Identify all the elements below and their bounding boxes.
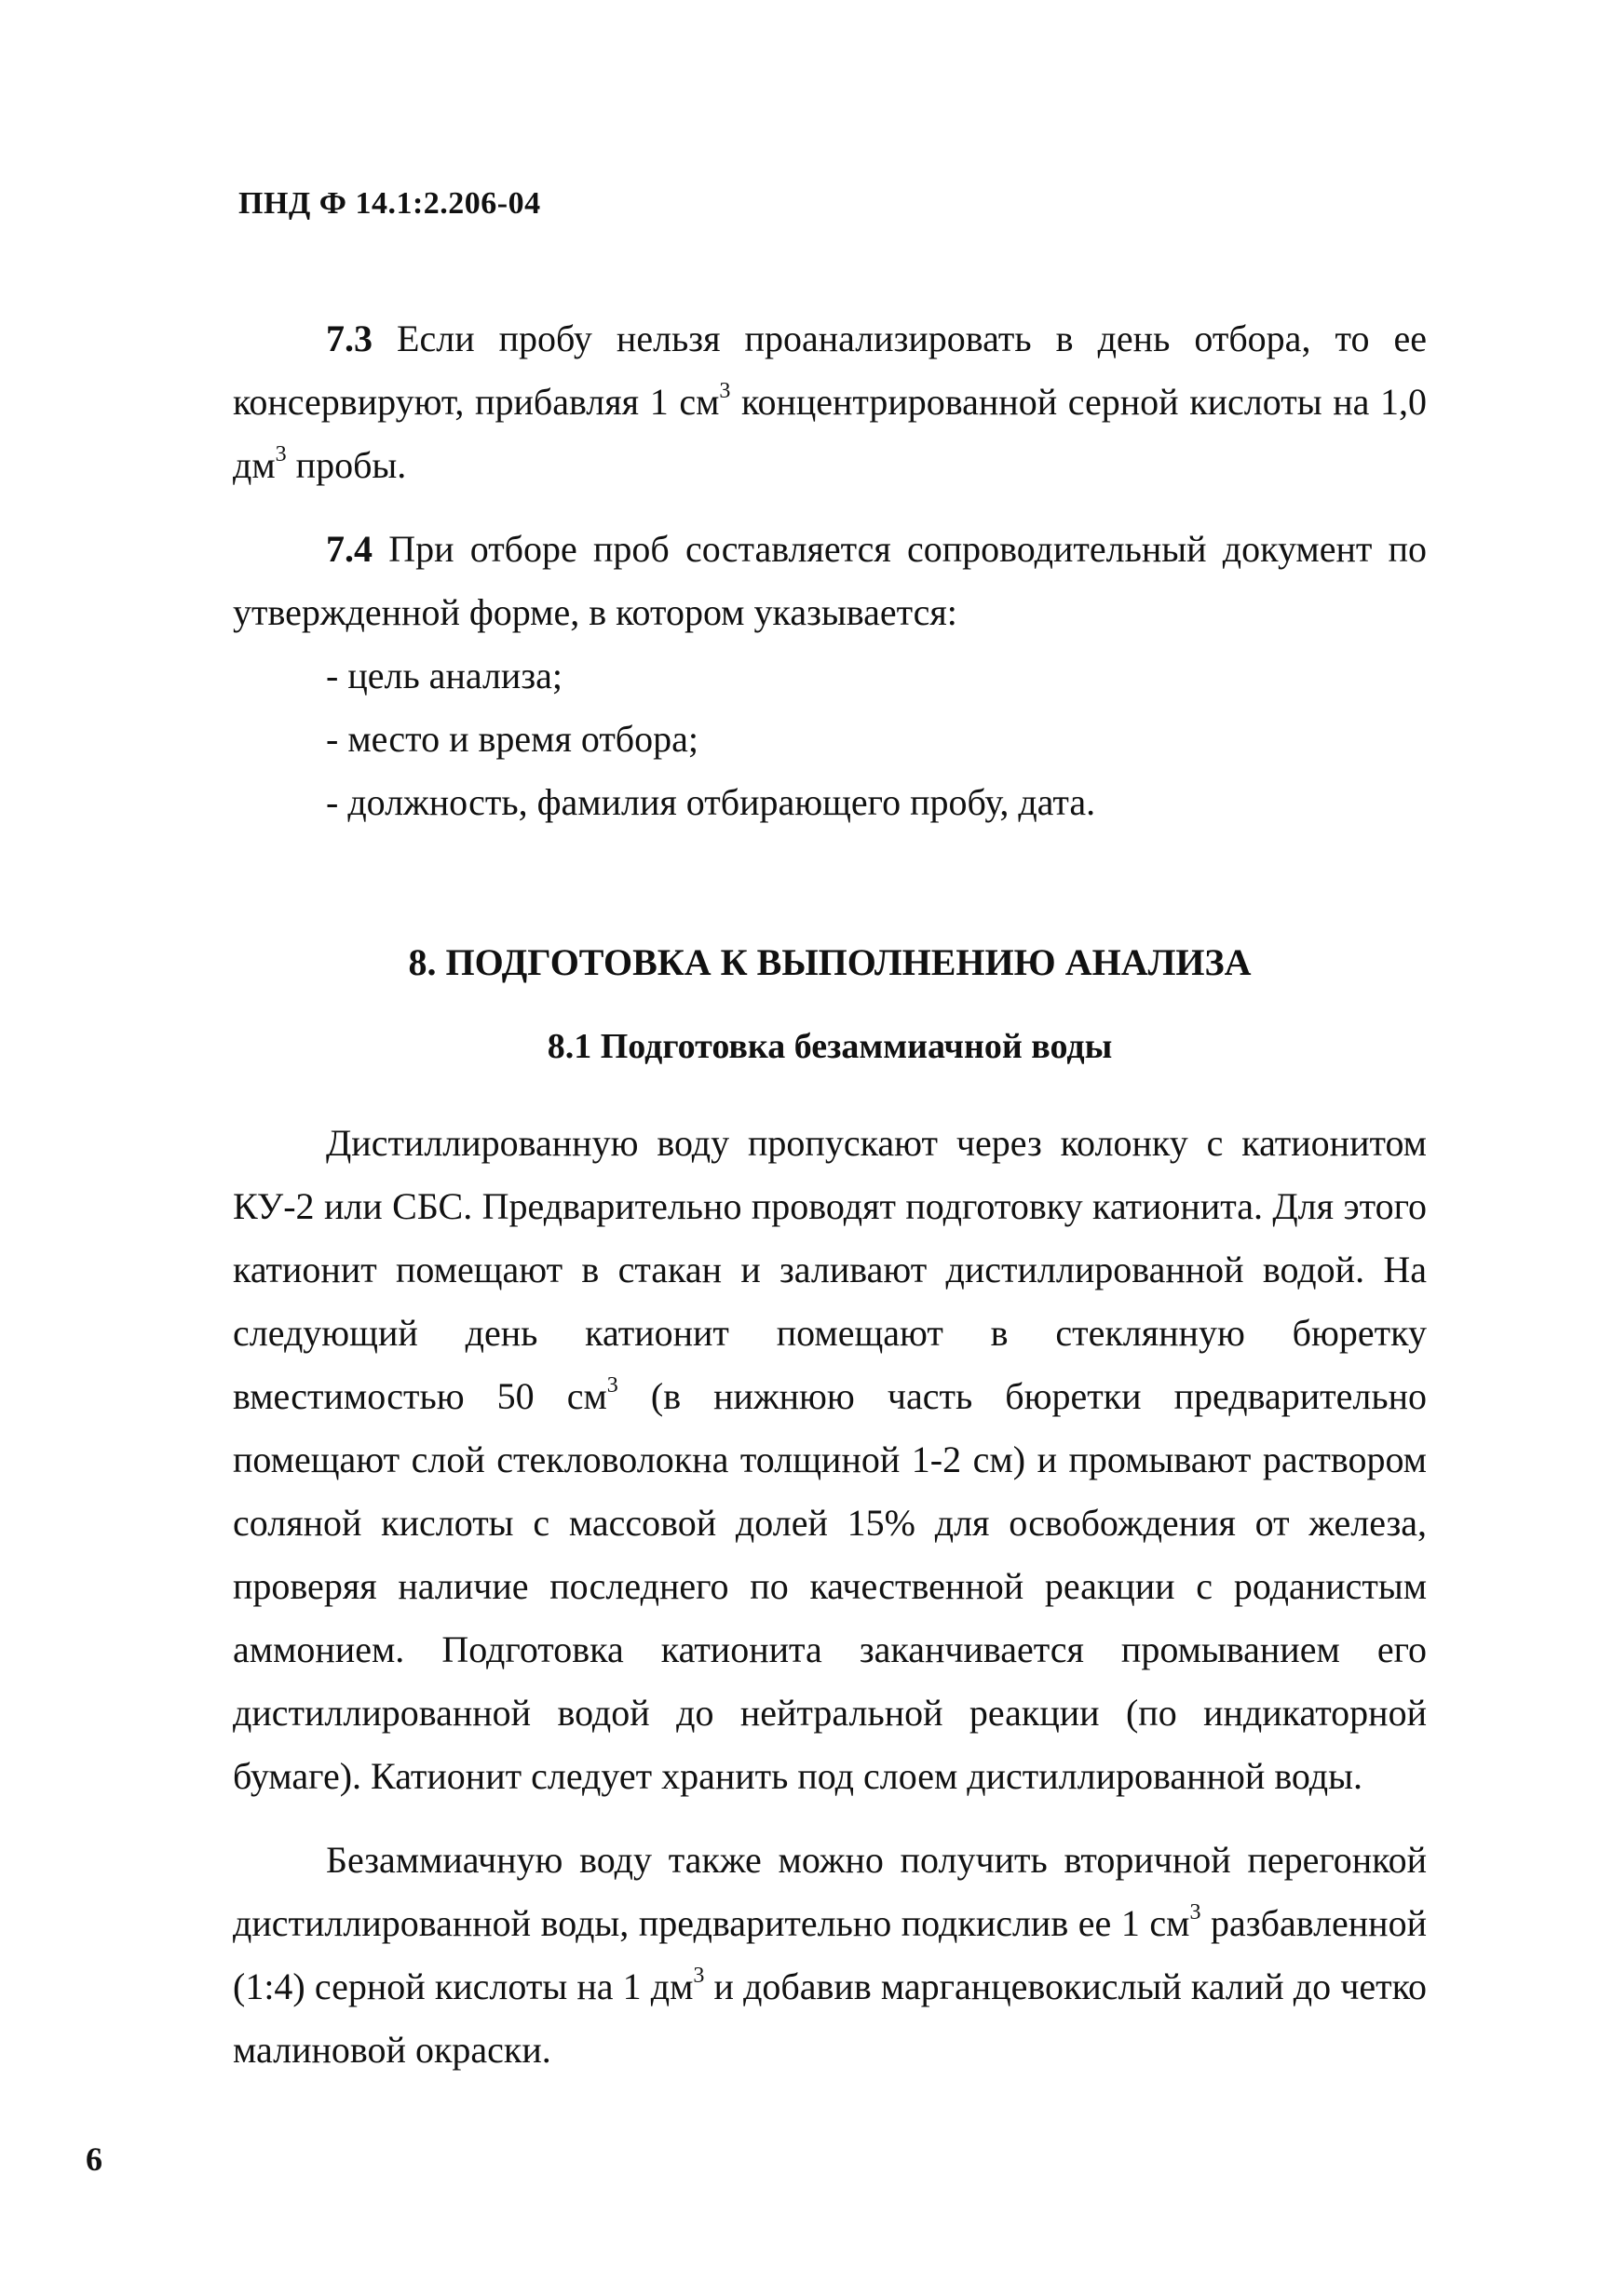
paragraph-7-3	[233, 307, 1427, 497]
list-item: - место и время отбора;	[326, 718, 699, 760]
sample-document-list	[233, 644, 1427, 834]
paragraph-text: и добавив марганцевокислый калий до четко малиновой окраски.	[233, 1965, 1427, 2071]
page-body	[233, 307, 1427, 2082]
paragraph-text: (в нижнюю часть бюретки предварительно помещают слой стекловолокна толщиной 1-2 см) и промывают раствором соляной кислоты с массовой долей 15% для освобождения от железа, проверяя наличие последнего по качественной реакции с роданистым аммонием. Подготовка катионита заканчивается промыванием его дистиллированной водой до нейтральной реакции (по индикаторной бумаге). Катионит следует хранить под слоем дистиллированной воды.	[233, 1375, 1427, 1797]
paragraph-number: 7.3	[326, 317, 373, 359]
page-number: 6	[86, 2141, 102, 2178]
paragraph-text: разбавленной (1:4) серной кислоты на 1 дм	[233, 1902, 1427, 2007]
subsection-title: 8.1 Подготовка безаммиачной воды	[547, 1027, 1113, 1066]
list-item: - должность, фамилия отбирающего пробу, дата.	[326, 781, 1096, 823]
superscript: 3	[719, 379, 731, 403]
paragraph-text: пробы.	[286, 444, 407, 486]
superscript: 3	[275, 442, 287, 466]
document-code-header: ПНД Ф 14.1:2.206-04	[238, 186, 541, 221]
superscript: 3	[606, 1373, 618, 1398]
paragraph-7-4	[233, 518, 1427, 644]
paragraph-text: При отборе проб составляется сопроводительный документ по утвержденной форме, в котором указывается:	[233, 528, 1427, 633]
paragraph-text: Дистиллированную воду пропускают через колонку с катионитом КУ-2 или СБС. Предварительно проводят подготовку катионита. Для этого катионит помещают в стакан и заливают дистиллированной водой. На следующий день катионит помещают в стеклянную бюретку вместимостью 50 см	[233, 1122, 1427, 1417]
section-title: 8. ПОДГОТОВКА К ВЫПОЛНЕНИЮ АНАЛИЗА	[408, 941, 1252, 983]
paragraph-text: концентрированной серной кислоты на 1,0 дм	[233, 381, 1428, 486]
paragraph-text: Безаммиачную воду также можно получить вторичной перегонкой дистиллированной воды, предварительно подкислив ее 1 см	[233, 1839, 1427, 1944]
paragraph-8-1-b	[233, 1829, 1427, 2082]
superscript: 3	[1189, 1900, 1201, 1925]
paragraph-text: Если пробу нельзя проанализировать в день отбора, то ее консервируют, прибавляя 1 см	[233, 317, 1427, 423]
paragraph-8-1-a	[233, 1112, 1427, 1808]
paragraph-number: 7.4	[326, 528, 373, 570]
superscript: 3	[693, 1964, 705, 1988]
list-item: - цель анализа;	[326, 655, 563, 696]
